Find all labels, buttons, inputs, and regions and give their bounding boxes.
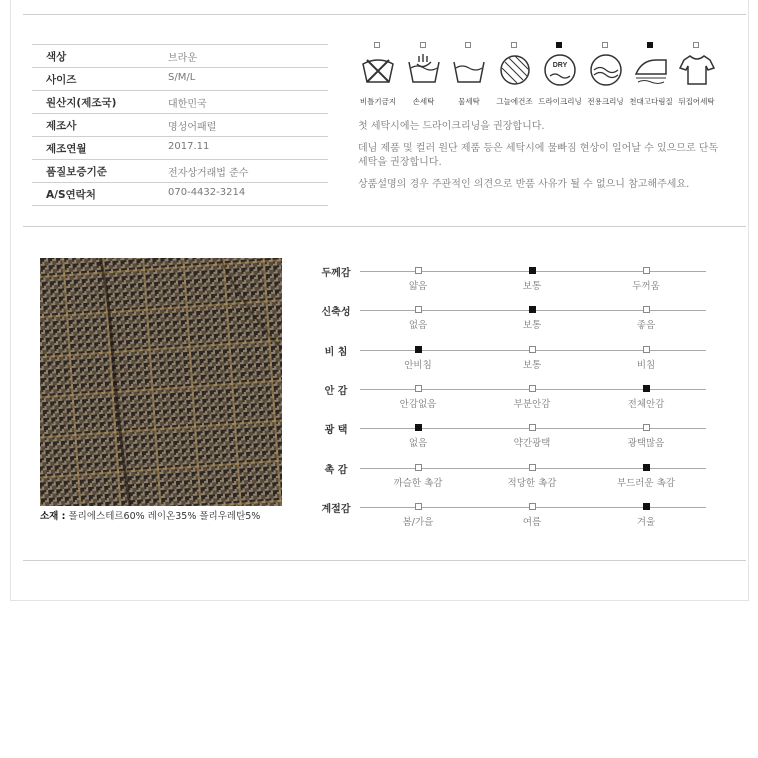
scale-mark [643, 306, 650, 313]
scale-name: 촉 감 [324, 464, 348, 476]
spec-label: 제조사 [46, 120, 77, 132]
scale-option: 안감없음 [399, 398, 437, 410]
scale-mark [415, 464, 422, 471]
care-checkbox [465, 42, 471, 48]
spec-label: 색상 [46, 51, 67, 63]
inside-out-wash-icon [678, 52, 716, 86]
scale-option: 없음 [408, 438, 428, 450]
scale-mark [415, 346, 422, 353]
scale-mark [529, 306, 536, 313]
scale-name: 비 침 [324, 346, 348, 358]
scale-option: 봄/가을 [402, 516, 434, 528]
care-checkbox [602, 42, 608, 48]
spec-label: 제조연월 [46, 143, 87, 155]
scale-option: 전체안감 [627, 398, 665, 410]
composition-label: 소재 : [40, 511, 66, 522]
property-scale [318, 258, 710, 296]
note-denim: 데님 제품 및 컬러 원단 제품 등은 세탁시에 물빠짐 현상이 일어날 수 있으므로 단독 세탁을 권장합니다. [358, 143, 719, 168]
scale-mark [529, 346, 536, 353]
care-label: 손세탁 [412, 97, 435, 106]
dry-text: DRY [552, 62, 568, 69]
scale-option: 보통 [522, 281, 542, 292]
property-scale [318, 455, 710, 493]
scale-mark [529, 503, 536, 510]
scale-mark [643, 346, 650, 353]
property-scale [318, 297, 710, 335]
scale-name: 안 감 [324, 385, 348, 397]
scale-option: 겨울 [636, 516, 656, 528]
scale-mark [415, 267, 422, 274]
scale-option: 약간광택 [513, 438, 551, 450]
spec-row [32, 44, 328, 68]
scale-mark [415, 424, 422, 431]
care-item [404, 40, 444, 110]
scale-option: 비침 [636, 359, 656, 371]
spec-label: 원산지(제조국) [46, 97, 117, 109]
property-scale [318, 415, 710, 453]
property-scale [318, 376, 710, 414]
care-item [631, 40, 671, 110]
care-item [540, 40, 580, 110]
property-scale [318, 494, 710, 532]
care-label: 비틀기금지 [359, 97, 397, 106]
scale-option: 광택많음 [627, 438, 665, 450]
spec-row [32, 114, 328, 137]
care-item [586, 40, 626, 110]
care-checkbox [374, 42, 380, 48]
iron-icon [632, 52, 670, 86]
care-label: 전용크리닝 [587, 97, 624, 106]
spec-value: 대한민국 [168, 99, 207, 110]
care-checkbox [511, 42, 517, 48]
spec-row [32, 68, 328, 91]
scale-mark [529, 385, 536, 392]
hand-wash-icon [405, 52, 443, 86]
scale-mark [415, 503, 422, 510]
care-checkbox [647, 42, 653, 48]
scale-mark [643, 385, 650, 392]
scale-name: 계절감 [321, 503, 351, 515]
care-label: 천대고다림질 [629, 97, 673, 106]
scale-option: 안비침 [404, 359, 432, 371]
care-checkbox [556, 42, 562, 48]
scale-mark [643, 503, 650, 510]
care-checkbox [420, 42, 426, 48]
spec-label: 품질보증기준 [46, 166, 107, 178]
top-divider [23, 14, 746, 15]
care-item [677, 40, 717, 110]
composition-text: 폴리에스테르60% 레이온35% 폴리우레탄5% [68, 511, 261, 522]
scale-option: 부드러운 촉감 [616, 477, 676, 489]
dry-clean-icon [541, 52, 579, 86]
spec-value: 전자상거래법 준수 [168, 168, 249, 179]
care-item [449, 40, 489, 110]
care-instructions [358, 40, 718, 110]
spec-row [32, 91, 328, 114]
scale-option: 좋음 [636, 320, 656, 332]
scale-option: 적당한 촉감 [507, 477, 557, 489]
care-checkbox [693, 42, 699, 48]
scale-option: 보통 [522, 320, 542, 332]
scale-name: 두께감 [321, 268, 351, 279]
spec-label: 사이즈 [46, 74, 77, 86]
spec-value: 070-4432-3214 [168, 187, 246, 198]
property-scale [318, 337, 710, 375]
care-notes [358, 120, 728, 200]
spec-value: S/M/L [168, 72, 196, 83]
note-first-wash: 첫 세탁시에는 드라이크리닝을 권장합니다. [358, 121, 545, 132]
care-label: 드라이크리닝 [538, 97, 582, 106]
scale-mark [529, 267, 536, 274]
middle-divider [23, 226, 746, 227]
care-label: 물세탁 [458, 97, 480, 106]
scale-name: 신축성 [321, 307, 351, 319]
scale-mark [529, 464, 536, 471]
fabric-composition [40, 508, 282, 522]
note-disclaimer: 상품설명의 경우 주관적인 의견으로 반품 사유가 될 수 없으니 참고해주세요. [358, 179, 690, 190]
spec-row [32, 183, 328, 206]
scale-option: 두꺼움 [632, 281, 660, 292]
scale-mark [415, 385, 422, 392]
spec-row [32, 137, 328, 160]
spec-value: 2017.11 [168, 141, 210, 152]
scale-option: 없음 [408, 320, 428, 332]
scale-option: 보통 [522, 359, 542, 371]
water-wash-icon [450, 52, 488, 86]
care-label: 그늘에건조 [496, 97, 533, 106]
scale-option: 여름 [522, 516, 542, 528]
scale-mark [643, 464, 650, 471]
scale-option: 까슬한 촉감 [393, 477, 443, 489]
spec-label: A/S연락처 [46, 189, 96, 201]
scale-option: 부분안감 [513, 398, 551, 410]
scale-mark [643, 424, 650, 431]
bottom-divider [23, 560, 746, 561]
care-item [358, 40, 398, 110]
spec-value: 브라운 [168, 53, 197, 64]
scale-mark [529, 424, 536, 431]
spec-value: 명성어패럴 [168, 122, 217, 133]
scale-name: 광 택 [324, 425, 348, 437]
care-item [495, 40, 535, 110]
scale-mark [643, 267, 650, 274]
no-wring-icon [359, 52, 397, 86]
fabric-swatch-image [40, 258, 282, 506]
scale-option: 얇음 [408, 281, 428, 292]
scale-mark [415, 306, 422, 313]
spec-row [32, 160, 328, 183]
care-label: 뒤집어세탁 [678, 97, 715, 106]
shade-dry-icon [496, 52, 534, 86]
special-clean-icon [587, 52, 625, 86]
spec-table [32, 44, 328, 206]
